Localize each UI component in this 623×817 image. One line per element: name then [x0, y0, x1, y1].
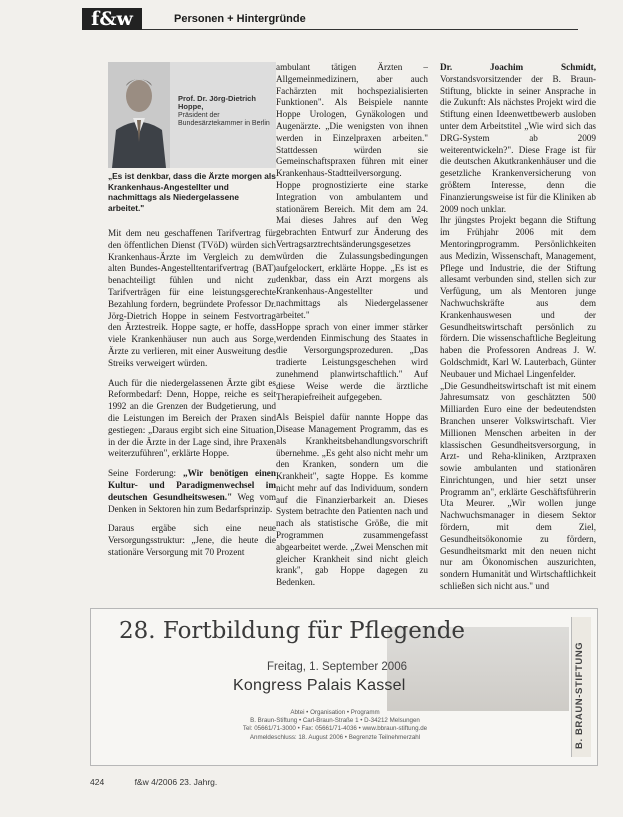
col2-paragraph: Als Beispiel dafür nannte Hoppe das Disease Management Programm, das es als Krankheitsbehandlungsvorschrift übernehme. „Es geht also nicht mehr um den Kranken, sondern um die Krankheit", sagte Hoppe. Es komme nicht mehr auf das Individuum, sondern auf die Finanzierbarkeit an. Dieses System betrachte den Patienten nach und nach als statistische Größe, die mit Programmen zusammengefasst abgearbeitet werde. „Zwei Menschen mit gleicher Krankheit sind nicht gleich krank", gab Hoppe dagegen zu Bedenken. — [276, 412, 428, 588]
sponsor-label: B. BRAUN-STIFTUNG — [574, 641, 585, 749]
article-column-1 — [108, 228, 276, 610]
ad-contact-info: Abtei • Organisation • Programm B. Braun-Stiftung • Carl-Braun-Straße 1 • D-34212 Melsungen Tel: 05661/71-3000 • Fax: 05661/71-4036 • www.bbraun-stiftung.de Anmeldeschluss: 18. August 2006 • Begrenzte Teilnehmerzahl — [242, 709, 428, 741]
portrait-image — [108, 62, 170, 168]
event-advertisement — [90, 608, 598, 766]
section-title: Personen + Hintergründe — [174, 13, 306, 25]
ad-venue: Kongress Palais Kassel — [233, 677, 406, 694]
article-column-2 — [276, 62, 428, 610]
pull-quote: „Es ist denkbar, dass die Ärzte morgen als Krankenhaus-Angestellter und nachmittags als Niedergelassene arbeitet." — [108, 171, 276, 213]
ad-date: Freitag, 1. September 2006 — [267, 661, 407, 673]
page-header — [82, 8, 578, 30]
ad-side-banner — [571, 617, 591, 757]
bold-name: Dr. Joachim Schmidt, — [440, 62, 596, 72]
portrait-photo — [108, 62, 276, 168]
col1-paragraph: Daraus ergäbe sich eine neue Versorgungsstruktur: „Jene, die heute die stationäre Versorgung mit 70 Prozent — [108, 523, 276, 557]
col1-paragraph: Mit dem neu geschaffenen Tarifvertrag für den öffentlichen Dienst (TVöD) würden sich Krankenhaus-Ärzte im Vergleich zu dem alten Bundes-Angestelltentarifvertrag (BAT) benachteiligt fühlen und nicht zu Tarifverträgen für eine leistungsgerechte Bezahlung fordern, begründete Professor Dr. Jörg-Dietrich Hoppe in seinem Festvortrag den Ärztestreik. Hoppe sagte, er hoffe, dass viele Krankenhäuser nun auch aus Sorge, Ärzte zu verlieren, mit einer Ausweitung des Streiks verweigert würden. — [108, 228, 276, 368]
caption-name: Prof. Dr. Jörg-Dietrich Hoppe, — [178, 94, 256, 112]
page-number: 424 — [90, 777, 105, 787]
caption-role: Präsident der Bundesärztekammer in Berlin — [178, 111, 270, 128]
bold-demand: „Wir benötigen einen Kultur- und Paradigmenwechsel im deutschen Gesundheitswesen." — [108, 468, 276, 502]
issue-label: f&w 4/2006 23. Jahrg. — [134, 777, 218, 787]
col2-paragraph: ambulant tätigen Ärzten – Allgemeinmedizinern, aber auch Fachärzten mit hochspezialisierten Funktionen". Als Beispiele nannte Hoppe Urologen, Gynäkologen und Augenärzte. „Die wenigsten von ihnen werden in Einzelpraxen arbeiten." Stattdessen würden sie Gemeinschaftspraxen führen mit einer Krankenhaus-Stadtteilversorgung. — [276, 62, 428, 179]
col2-paragraph: Hoppe prognostizierte eine starke Integration von ambulantem und stationärem Bereich. Mit dem am 24. Mai dieses Jahres auf den Weg gebrachten Entwurf zur Änderung des Vertragsarztrechtsänderungsgesetzes würden die Zulassungsbedingungen aufgelockert, erklärte Hoppe. „Es ist es denkbar, dass ein Arzt morgens als Krankenhaus-Angestellter und nachmittags als Niedergelassener arbeitet." — [276, 179, 428, 320]
col3-paragraph: „Die Gesundheitswirtschaft ist mit einem Jahresumsatz von geschätzten 500 Milliarden Euro eine der bedeutendsten Branchen unserer Volkswirtschaft. Vier Millionen Menschen arbeiten in der klassischen Gesundheitsversorgung, in Arzt- und Reha-kliniken, Arztpraxen sowie ambulanten und stationären Einrichtungen, und hier setzt unser Programm an", erklärte Geschäftsführerin Uta Meurer. „Wir wollen junge Nachwuchsmanager in diesem Sektor fördern, mit dem Ziel, Gesundheitsökonomie zu fördern, Gesundheitsmarkt mit den neuen nicht nur am Ökonomischen auszurichten, sondern Humanität und Wirtschaftlichkeit schließen sich nicht aus." und — [440, 380, 596, 592]
magazine-logo: f&w — [82, 8, 142, 30]
col2-paragraph: Hoppe sprach von einer immer stärker werdenden Einmischung des Staates in die Versorgungsprozeduren. „Das tradierte Leistungsgeschehen wird zunehmend planwirtschaftlich." Auf diese Weise werde die ärztliche Therapiefreiheit aufgegeben. — [276, 321, 428, 403]
article-column-3 — [440, 62, 596, 610]
col3-paragraph: Ihr jüngstes Projekt begann die Stiftung im Frühjahr 2006 mit dem Mentoringprogramm. Persönlichkeiten aus Medizin, Wissenschaft, Management, Pflege und Industrie, die der Stiftung allesamt verbunden sind, stellen sich zur Verfügung, um als Mentoren junge Nachwuchskräfte aus dem Krankenhauswesen und der Gesundheitswirtschaft persönlich zu fördern. Die wissenschaftliche Begleitung haben die Professoren Andreas J. W. Goldschmidt, Karl W. Lauterbach, Günter Neubauer und Michael Lingenfelder. — [440, 215, 596, 379]
col1-paragraph: Seine Forderung: „Wir benötigen einen Kultur- und Paradigmenwechsel im deutschen Gesundheitswesen." Weg vom Denken in Sektoren hin zum Bedarfsprinzip. — [108, 468, 276, 514]
col1-paragraph: Auch für die niedergelassenen Ärzte gibt es Reformbedarf: Denn, Hoppe, reiche es seit 1992 an die Grenzen der Budgetierung, und die Leistungen im Bereich der Praxen sind gestiegen: „Daraus ergibt sich eine Situation, in der die Ärzte in der Lage sind, ihre Praxen weiterzuführen", erklärte Hoppe. — [108, 377, 276, 459]
photo-caption — [178, 95, 274, 129]
page-footer — [90, 777, 245, 787]
col3-paragraph: Dr. Joachim Schmidt, Vorstandsvorsitzender der B. Braun-Stiftung, blickte in seiner Ansprache in die Zukunft: Als nächstes Projekt wird die Stiftung einen Ideenwettbewerb ausloben unter dem Arbeitstitel „Wie wird sich das DRG-System ab 2009 weiterentwickeln?". Diese Frage ist für die deutschen Akutkrankenhäuser und die gesetzliche Krankenversicherung von größtem Interesse, denn die Finanzierungsweise ist für die Kliniken ab 2009 noch unklar. — [440, 62, 596, 214]
ad-title: 28. Fortbildung für Pflegende — [119, 618, 466, 644]
